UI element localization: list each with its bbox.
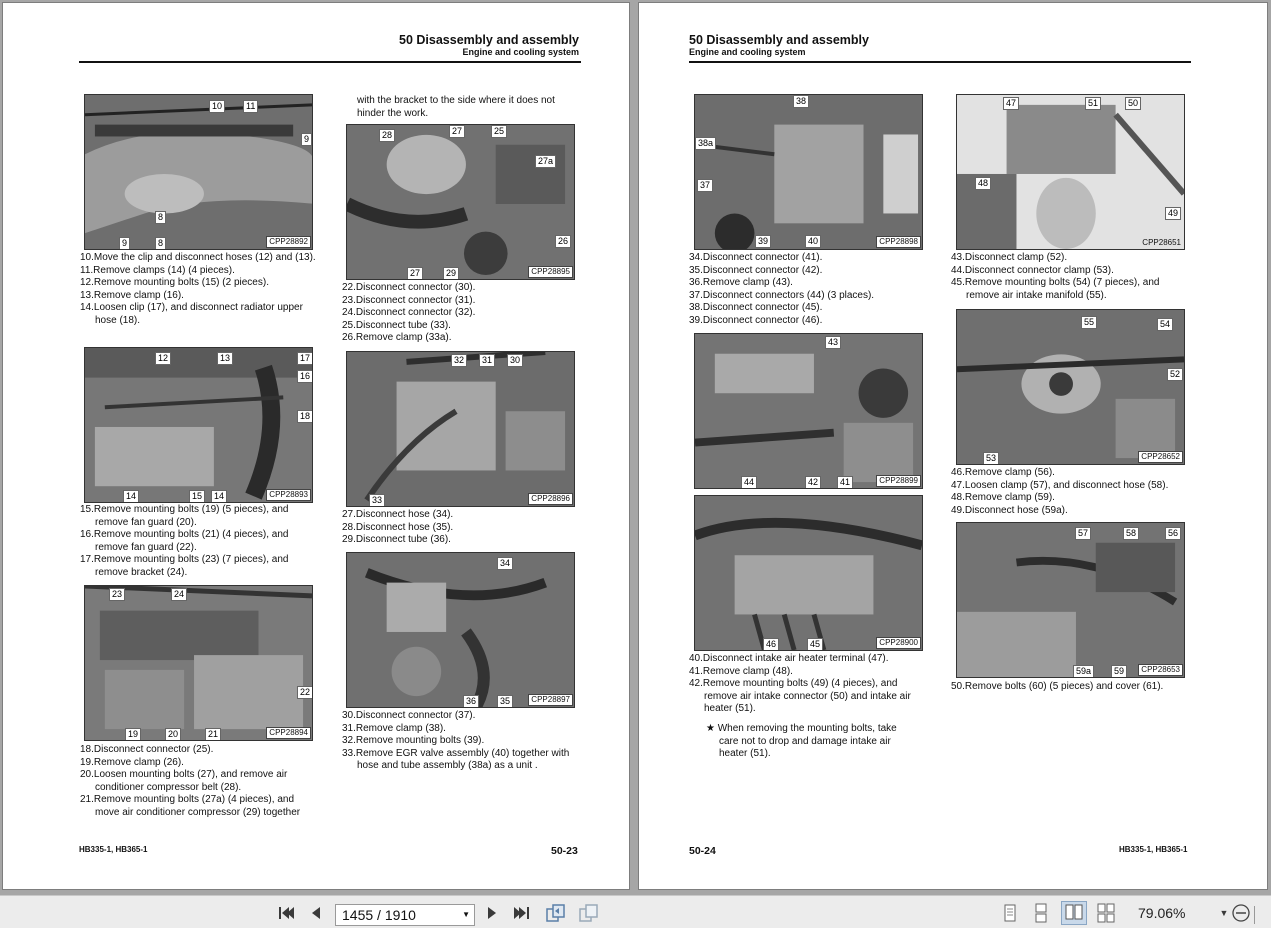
photo-cpp28898 [694, 94, 923, 250]
photo-code: CPP28892 [266, 236, 311, 248]
zoom-out-icon[interactable] [1231, 903, 1251, 923]
callout: 15 [189, 490, 205, 503]
callout: 51 [1085, 97, 1101, 110]
callout: 31 [479, 354, 495, 367]
callout: 38a [695, 137, 716, 150]
procedure-step: 19.Remove clamp (26). [80, 756, 184, 768]
photo-cpp28651 [956, 94, 1185, 250]
callout: 43 [825, 336, 841, 349]
callout: 46 [763, 638, 779, 651]
photo-cpp28895 [346, 124, 575, 280]
procedure-step: 48.Remove clamp (59). [951, 492, 1055, 504]
callout: 47 [1003, 97, 1019, 110]
header-subtitle: Engine and cooling system [462, 47, 579, 57]
procedure-step: 13.Remove clamp (16). [80, 289, 184, 301]
callout: 12 [155, 352, 171, 365]
photo-code: CPP28896 [528, 493, 573, 505]
callout: 30 [507, 354, 523, 367]
photo-code: CPP28893 [266, 489, 311, 501]
callout: 23 [109, 588, 125, 601]
callout: 18 [297, 410, 313, 423]
steps-34-39 [689, 252, 929, 328]
callout: 11 [243, 100, 258, 113]
callout: 44 [741, 476, 757, 489]
callout: 14 [123, 490, 139, 503]
procedure-step: 50.Remove bolts (60) (5 pieces) and cover (61). [951, 681, 1164, 692]
procedure-step: 20.Loosen mounting bolts (27), and remove air conditioner compressor belt (28). [80, 769, 288, 793]
callout: 41 [837, 476, 853, 489]
procedure-step: 17.Remove mounting bolts (23) (7 pieces), and remove bracket (24). [80, 554, 289, 578]
callout: 56 [1165, 527, 1181, 540]
callout: 22 [297, 686, 313, 699]
callout: 42 [805, 476, 821, 489]
callout: 58 [1123, 527, 1139, 540]
header-rule [79, 61, 581, 63]
continuous-icon[interactable] [1031, 903, 1051, 923]
procedure-step: 11.Remove clamps (14) (4 pieces). [80, 264, 235, 276]
callout: 8 [155, 211, 166, 224]
next-page-icon[interactable] [482, 903, 502, 923]
photo-code: CPP28895 [528, 266, 573, 278]
callout: 57 [1075, 527, 1091, 540]
photo-cpp28652 [956, 309, 1185, 465]
callout: 28 [379, 129, 395, 142]
procedure-step: 18.Disconnect connector (25). [80, 744, 214, 755]
header-title: 50 Disassembly and assembly [689, 33, 869, 47]
steps-22-26 [342, 282, 572, 345]
forward-view-icon[interactable] [578, 903, 598, 923]
callout: 50 [1125, 97, 1141, 110]
page-number-value: 1455 / 1910 [342, 907, 416, 923]
steps-43-45 [951, 252, 1191, 302]
footer-page-number: 50-23 [551, 845, 578, 857]
steps-15-17 [80, 504, 320, 580]
procedure-step: 37.Disconnect connectors (44) (3 places). [689, 289, 875, 301]
procedure-step: 14.Loosen clip (17), and disconnect radiator upper hose (18). [80, 302, 303, 326]
callout: 27a [535, 155, 556, 168]
procedure-step: 10.Move the clip and disconnect hoses (12) and (13). [80, 252, 316, 263]
procedure-step: 45.Remove mounting bolts (54) (7 pieces), and remove air intake manifold (55). [951, 277, 1160, 301]
back-view-icon[interactable] [545, 903, 565, 923]
procedure-step: 32.Remove mounting bolts (39). [342, 735, 485, 747]
photo-cpp28899 [694, 333, 923, 489]
callout: 36 [463, 695, 479, 708]
procedure-step: 29.Disconnect tube (36). [342, 534, 451, 546]
procedure-step: 36.Remove clamp (43). [689, 277, 793, 289]
callout: 37 [697, 179, 713, 192]
callout: 8 [155, 237, 166, 250]
last-page-icon[interactable] [512, 903, 532, 923]
footer-page-number: 50-24 [689, 845, 716, 857]
photo-code: CPP28899 [876, 475, 921, 487]
callout: 38 [793, 95, 809, 108]
steps-18-21 [80, 744, 320, 820]
photo-code: CPP28900 [876, 637, 921, 649]
callout: 32 [451, 354, 467, 367]
callout: 16 [297, 370, 313, 383]
procedure-step: 30.Disconnect connector (37). [342, 710, 476, 721]
callout: 49 [1165, 207, 1181, 220]
header-subtitle: Engine and cooling system [689, 47, 806, 57]
callout: 21 [205, 728, 221, 741]
page-gap [631, 0, 637, 893]
page-header [689, 33, 869, 58]
photo-cpp28894 [84, 585, 313, 741]
procedure-step: 15.Remove mounting bolts (19) (5 pieces), and remove fan guard (20). [80, 504, 289, 528]
photo-cpp28896 [346, 351, 575, 507]
procedure-step: 46.Remove clamp (56). [951, 467, 1055, 478]
callout: 35 [497, 695, 513, 708]
photo-cpp28893 [84, 347, 313, 503]
procedure-step: 34.Disconnect connector (41). [689, 252, 823, 263]
photo-code: CPP28897 [528, 694, 573, 706]
procedure-step: 21.Remove mounting bolts (27a) (4 pieces), and move air conditioner compressor (29) together [80, 794, 301, 818]
photo-code: CPP28898 [876, 236, 921, 248]
photo-cpp28900 [694, 495, 923, 651]
callout: 17 [297, 352, 313, 365]
procedure-step: 23.Disconnect connector (31). [342, 294, 476, 306]
procedure-step: 44.Disconnect connector clamp (53). [951, 264, 1114, 276]
callout: 29 [443, 267, 459, 280]
procedure-step: 27.Disconnect hose (34). [342, 509, 454, 520]
procedure-step: 33.Remove EGR valve assembly (40) together with hose and tube assembly (38a) as a unit . [342, 747, 570, 772]
procedure-step: 24.Disconnect connector (32). [342, 307, 476, 319]
photo-cpp28897 [346, 552, 575, 708]
callout: 9 [301, 133, 312, 146]
callout: 24 [171, 588, 187, 601]
procedure-step: 41.Remove clamp (48). [689, 665, 793, 677]
procedure-step: 28.Disconnect hose (35). [342, 521, 454, 533]
photo-code: CPP28894 [266, 727, 311, 739]
chevron-down-icon[interactable]: ▼ [462, 910, 470, 919]
header-title: 50 Disassembly and assembly [399, 33, 579, 47]
steps-46-49 [951, 467, 1191, 517]
callout: 54 [1157, 318, 1173, 331]
continued-text: with the bracket to the side where it does not hinder the work. [357, 95, 555, 119]
left-page [2, 2, 630, 890]
callout: 13 [217, 352, 233, 365]
procedure-step: 12.Remove mounting bolts (15) (2 pieces). [80, 277, 269, 289]
step-50 [951, 681, 1191, 694]
photo-cpp28653 [956, 522, 1185, 678]
callout: 20 [165, 728, 181, 741]
callout: 52 [1167, 368, 1183, 381]
callout: 27 [407, 267, 423, 280]
procedure-step: 35.Disconnect connector (42). [689, 264, 823, 276]
two-page-continuous-icon[interactable] [1096, 903, 1116, 923]
callout: 10 [209, 100, 225, 113]
footer-model: HB335-1, HB365-1 [79, 845, 148, 854]
callout: 19 [125, 728, 141, 741]
callout: 34 [497, 557, 513, 570]
callout: 45 [807, 638, 823, 651]
callout: 40 [805, 235, 821, 248]
caution-note: ★ When removing the mounting bolts, take care not to drop and damage intake air heater (51). [706, 723, 897, 760]
procedure-step: 31.Remove clamp (38). [342, 722, 446, 734]
steps-40-42 [689, 653, 929, 716]
callout: 59 [1111, 665, 1127, 678]
header-rule [689, 61, 1191, 63]
page-header [399, 33, 579, 58]
procedure-step: 47.Loosen clamp (57), and disconnect hose (58). [951, 479, 1169, 491]
procedure-step: 26.Remove clamp (33a). [342, 332, 452, 344]
photo-code: CPP28652 [1138, 451, 1183, 463]
procedure-step: 40.Disconnect intake air heater terminal (47). [689, 653, 889, 664]
first-page-icon[interactable] [276, 903, 296, 923]
footer-model: HB335-1, HB365-1 [1119, 845, 1188, 854]
procedure-step: 16.Remove mounting bolts (21) (4 pieces), and remove fan guard (22). [80, 529, 289, 553]
right-page [638, 2, 1268, 890]
prev-page-icon[interactable] [306, 903, 326, 923]
procedure-step: 22.Disconnect connector (30). [342, 282, 476, 293]
callout: 53 [983, 452, 999, 465]
toolbar-divider [1254, 906, 1255, 924]
photo-code: CPP28653 [1138, 664, 1183, 676]
callout: 33 [369, 494, 385, 507]
zoom-level[interactable]: 79.06% [1138, 905, 1186, 921]
procedure-step: 49.Disconnect hose (59a). [951, 504, 1068, 516]
procedure-step: 43.Disconnect clamp (52). [951, 252, 1068, 263]
callout: 39 [755, 235, 771, 248]
steps-27-29 [342, 509, 572, 547]
callout: 26 [555, 235, 571, 248]
callout: 55 [1081, 316, 1097, 329]
single-page-icon[interactable] [1000, 903, 1020, 923]
photo-code: CPP28651 [1142, 238, 1181, 247]
callout: 25 [491, 125, 507, 138]
procedure-step: 39.Disconnect connector (46). [689, 314, 823, 326]
page-number-field[interactable] [335, 904, 475, 926]
procedure-step: 42.Remove mounting bolts (49) (4 pieces), and remove air intake connector (50) and intake air heater (51). [689, 678, 911, 715]
callout: 14 [211, 490, 227, 503]
callout: 9 [119, 237, 130, 250]
steps-10-14 [80, 252, 320, 328]
procedure-step: 38.Disconnect connector (45). [689, 302, 823, 314]
procedure-step: 25.Disconnect tube (33). [342, 319, 451, 331]
callout: 27 [449, 125, 465, 138]
two-page-icon[interactable] [1061, 901, 1087, 925]
zoom-menu-chevron-icon[interactable]: ▼ [1219, 908, 1229, 918]
steps-30-33 [342, 710, 587, 773]
photo-cpp28892 [84, 94, 313, 250]
callout: 59a [1073, 665, 1094, 678]
callout: 48 [975, 177, 991, 190]
